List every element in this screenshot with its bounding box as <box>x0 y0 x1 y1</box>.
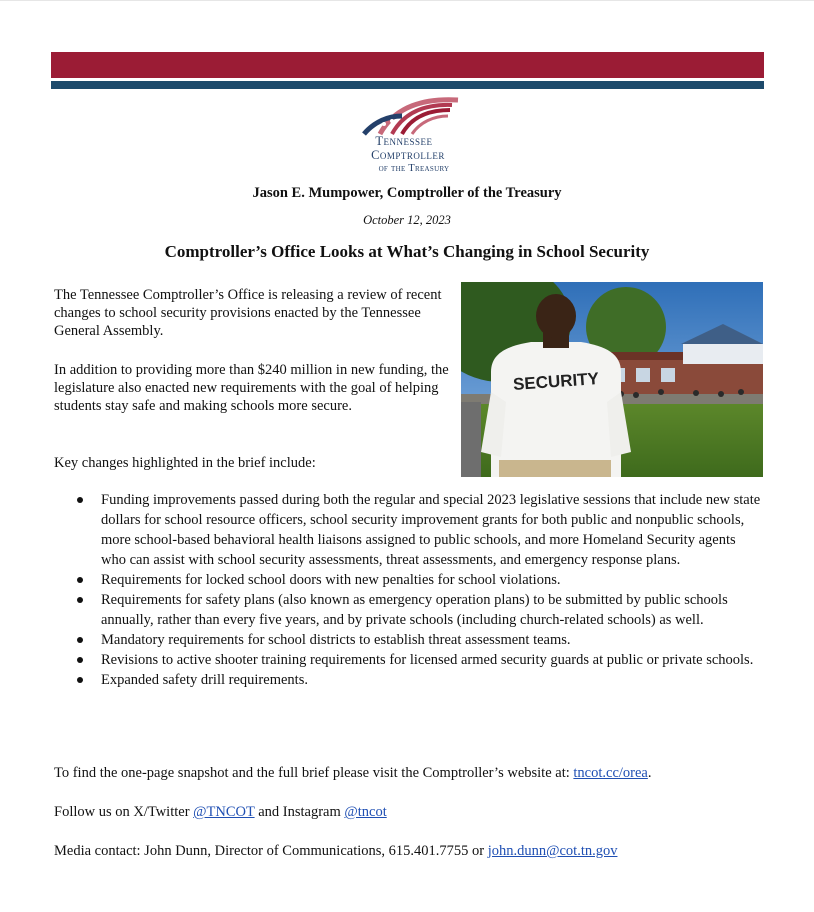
list-item <box>54 650 764 670</box>
media-contact-line <box>54 842 617 860</box>
logo-swoosh-icon <box>340 96 480 136</box>
snapshot-text: To find the one-page snapshot and the full brief please visit the Comptroller’s website at: <box>54 765 574 781</box>
social-line <box>54 803 387 821</box>
media-contact-text: Media contact: John Dunn, Director of Communications, 615.401.7755 or <box>54 843 488 859</box>
list-item-text: Mandatory requirements for school districts to establish threat assessment teams. <box>101 632 571 648</box>
bullet-icon <box>77 677 83 683</box>
orea-link[interactable]: tncot.cc/orea <box>573 765 648 781</box>
bullet-icon <box>77 597 83 603</box>
list-item <box>54 570 764 590</box>
list-item-text: Funding improvements passed during both the regular and special 2023 legislative sessions that include new state dollars for school resource officers, school security improvement grants for both public and nonpublic schools, more school-based behavioral health liaisons assigned to public schools, and more Homeland Security agents who can assist with school security assessments, threat assessments, and emergency response plans. <box>101 492 761 568</box>
list-item-text: Requirements for locked school doors with new penalties for school violations. <box>101 572 561 588</box>
comptroller-name: Jason E. Mumpower, Comptroller of the Treasury <box>252 185 562 201</box>
list-item <box>54 590 764 630</box>
bullet-icon <box>77 497 83 503</box>
logo-line-treasury: of the Treasury <box>378 163 450 174</box>
header-band-red <box>51 52 764 78</box>
release-date: October 12, 2023 <box>363 213 451 227</box>
header-band-blue <box>51 81 764 89</box>
page-title: Comptroller’s Office Looks at What’s Changing in School Security <box>164 242 650 261</box>
page-top-rule <box>0 0 814 1</box>
bullet-icon <box>77 657 83 663</box>
list-item-text: Expanded safety drill requirements. <box>101 672 308 688</box>
photo-shirt-text: SECURITY <box>512 369 600 394</box>
follow-mid-text: and Instagram <box>254 804 345 820</box>
logo-line-office: Comptroller <box>371 148 445 162</box>
logo-line-state: Tennessee <box>375 134 433 148</box>
snapshot-line <box>54 764 651 782</box>
bullet-icon <box>77 637 83 643</box>
bullet-icon <box>77 577 83 583</box>
list-item <box>54 670 764 690</box>
follow-text: Follow us on X/Twitter <box>54 804 194 820</box>
security-guard-photo <box>461 282 763 477</box>
twitter-link[interactable]: @TNCOT <box>193 804 255 820</box>
key-changes-intro: Key changes highlighted in the brief include: <box>54 455 316 471</box>
list-item-text: Revisions to active shooter training requirements for licensed armed security guards at public or private schools. <box>101 652 754 668</box>
email-link[interactable]: john.dunn@cot.tn.gov <box>487 843 618 859</box>
funding-paragraph: In addition to providing more than $240 million in new funding, the legislature also enacted new requirements with the goal of helping students stay safe and making schools more secure. <box>54 362 449 414</box>
list-item-text: Requirements for safety plans (also known as emergency operation plans) to be submitted by public schools annually, rather than every five years, and by private schools (including church-related schools) as well. <box>101 592 728 628</box>
list-item <box>54 630 764 650</box>
snapshot-end: . <box>647 765 652 781</box>
intro-paragraph: The Tennessee Comptroller’s Office is releasing a review of recent changes to school security provisions enacted by the Tennessee General Assembly. <box>54 287 442 339</box>
instagram-link[interactable]: @tncot <box>344 804 387 820</box>
list-item <box>54 490 764 570</box>
key-changes-list <box>54 490 764 690</box>
comptroller-logo <box>340 96 480 180</box>
